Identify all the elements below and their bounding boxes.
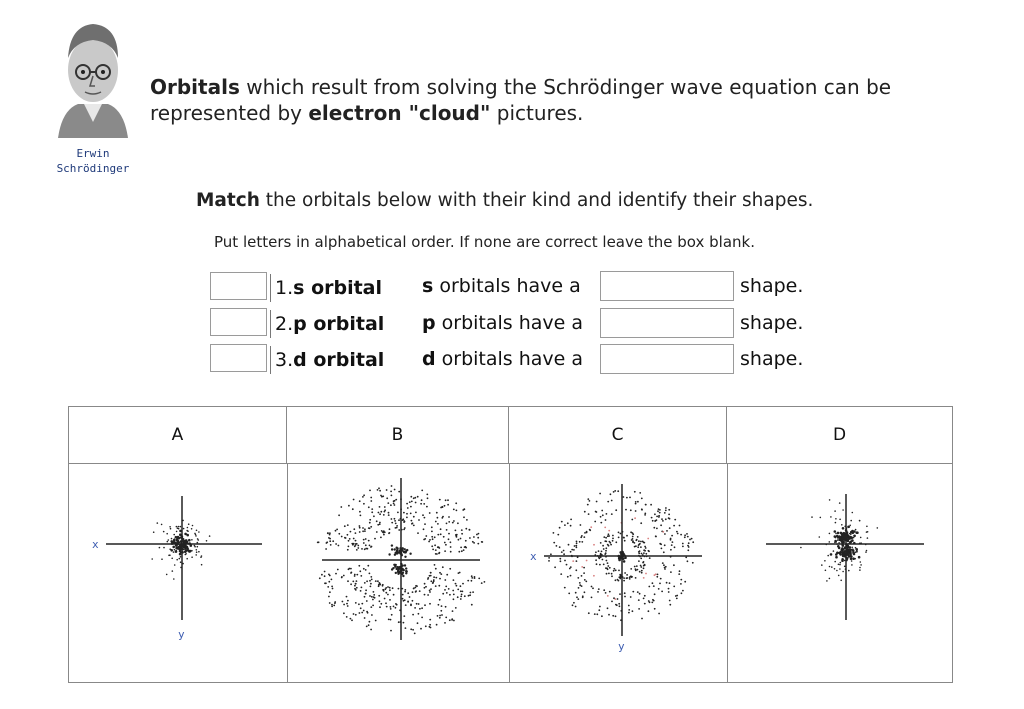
stem-letter-2: p	[422, 312, 436, 334]
intro-paragraph	[150, 74, 950, 126]
shape-stem-1	[422, 272, 581, 300]
instructions: Put letters in alphabetical order. If none are correct leave the box blank.	[214, 233, 755, 251]
column-header-d: D	[832, 425, 847, 445]
caption-last-name: Schrödinger	[56, 162, 130, 175]
orbital-kind-2: p orbital	[293, 313, 385, 335]
question-heading	[196, 190, 813, 211]
stem-letter-3: d	[422, 348, 436, 370]
orbital-label-3	[270, 346, 396, 374]
orbital-kind-3: d orbital	[293, 349, 385, 371]
answer-box-1[interactable]	[210, 272, 267, 300]
orbital-label-1	[270, 274, 396, 302]
column-header-b: B	[287, 407, 509, 463]
intro-term-electron-cloud: electron "cloud"	[308, 101, 491, 125]
orbital-kind-1: s orbital	[293, 277, 383, 299]
table-col-divider	[509, 463, 510, 682]
shape-tail-2: shape.	[740, 312, 804, 334]
intro-text-2: pictures.	[490, 101, 584, 125]
orbital-label-2	[270, 310, 396, 338]
shape-stem-3	[422, 345, 583, 373]
shape-tail-3: shape.	[740, 348, 804, 370]
heading-bold: Match	[196, 190, 260, 211]
column-header-c: C	[509, 407, 727, 463]
shape-input-3[interactable]	[600, 344, 734, 374]
answer-box-3[interactable]	[210, 344, 267, 372]
y-axis-label-a: y	[178, 628, 185, 641]
heading-rest: the orbitals below with their kind and identify their shapes.	[259, 190, 814, 211]
intro-text-1: which result from solving the Schrödinger wave equation can be represented by	[150, 75, 892, 125]
schrodinger-portrait	[48, 14, 138, 138]
intro-term-orbitals: Orbitals	[150, 75, 240, 99]
orbital-number-1: 1.	[275, 277, 294, 299]
orbital-number-3: 3.	[275, 349, 294, 371]
x-axis-label-c: x	[530, 550, 537, 563]
column-header-a: A	[69, 407, 287, 463]
stem-rest-2: orbitals have a	[435, 312, 584, 334]
answer-box-2[interactable]	[210, 308, 267, 336]
orbital-picture-a[interactable]	[78, 460, 278, 670]
electron-cloud-a	[151, 520, 210, 580]
table-col-divider	[727, 463, 728, 682]
shape-tail-1: shape.	[740, 275, 804, 297]
stem-rest-3: orbitals have a	[435, 348, 584, 370]
shape-input-1[interactable]	[600, 271, 734, 301]
y-axis-label-c: y	[618, 640, 625, 653]
shape-stem-2	[422, 309, 583, 337]
table-col-divider	[287, 463, 288, 682]
x-axis-label-a: x	[92, 538, 99, 551]
caption-first-name: Erwin	[76, 147, 110, 160]
orbital-picture-b[interactable]	[300, 460, 500, 670]
shape-input-2[interactable]	[600, 308, 734, 338]
orbital-picture-c[interactable]	[520, 460, 720, 670]
orbital-picture-d[interactable]	[750, 460, 950, 670]
stem-rest-1: orbitals have a	[433, 275, 581, 297]
electron-cloud-d	[800, 499, 878, 582]
portrait-caption	[40, 146, 146, 176]
stem-letter-1: s	[422, 275, 434, 297]
orbital-number-2: 2.	[275, 313, 294, 335]
